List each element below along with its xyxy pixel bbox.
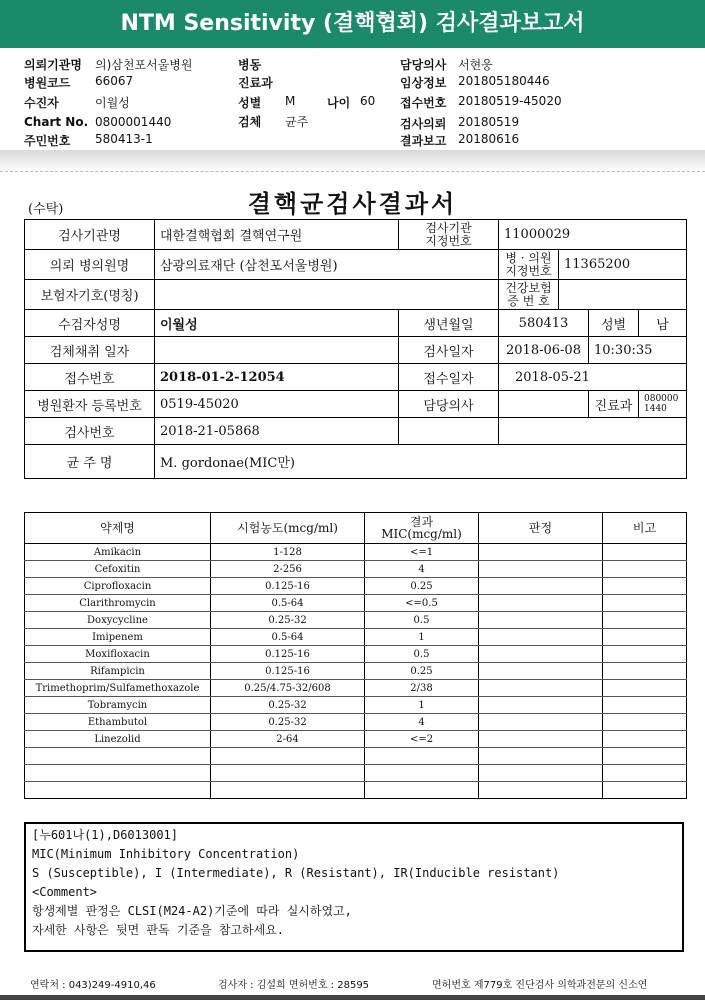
empty-cell	[25, 782, 211, 799]
header-key: 담당의사	[400, 58, 447, 72]
note-cell	[603, 646, 687, 663]
table-row	[25, 629, 687, 646]
drug-name-cell: Moxifloxacin	[25, 646, 211, 663]
report-prefix: (수탁)	[28, 202, 64, 217]
column-header: 시험농도(mcg/ml)	[211, 513, 365, 544]
comment-line: [누601나(1),D6013001]	[32, 828, 179, 842]
header-key: 의뢰기관명	[24, 58, 82, 72]
range-cell: 0.5-64	[211, 629, 365, 646]
empty-cell	[25, 748, 211, 765]
sex-label: 성별	[589, 310, 639, 337]
patient-label: 수검자성명	[25, 310, 155, 337]
header-value: 20180616	[458, 132, 520, 146]
table-row	[25, 731, 687, 748]
dept-label: 진료과	[589, 391, 639, 418]
header-value: M	[285, 94, 296, 108]
empty-cell	[479, 748, 603, 765]
header-info	[0, 52, 705, 152]
note-cell	[603, 714, 687, 731]
range-cell: 2-256	[211, 561, 365, 578]
comment-box	[24, 822, 684, 952]
lab-code-value: 11000029	[499, 220, 687, 250]
lab-label: 검사기관명	[25, 220, 155, 250]
range-cell: 0.5-64	[211, 595, 365, 612]
table-row	[25, 680, 687, 697]
range-cell: 2-64	[211, 731, 365, 748]
judgement-cell	[479, 714, 603, 731]
test-date-value: 2018-06-08	[499, 337, 589, 364]
drug-name-cell: Clarithromycin	[25, 595, 211, 612]
comment-line: MIC(Minimum Inhibitory Concentration)	[32, 847, 300, 861]
table-row	[25, 663, 687, 680]
empty-cell	[211, 782, 365, 799]
empty-cell	[479, 782, 603, 799]
note-cell	[603, 731, 687, 748]
report-banner	[0, 0, 705, 48]
column-header: 비고	[603, 513, 687, 544]
note-cell	[603, 578, 687, 595]
header-key: 성별	[238, 96, 262, 110]
column-header: 약제명	[25, 513, 211, 544]
drug-name-cell: Imipenem	[25, 629, 211, 646]
empty-cell	[603, 748, 687, 765]
mic-cell: 0.25	[365, 578, 479, 595]
column-header: 결과 MIC(mcg/ml)	[365, 513, 479, 544]
range-cell: 0.125-16	[211, 663, 365, 680]
note-cell	[603, 663, 687, 680]
patient-value: 이월성	[155, 310, 399, 337]
header-key: 나이	[327, 96, 351, 110]
empty-cell	[365, 765, 479, 782]
header-value: 20180519-45020	[458, 94, 562, 108]
judgement-cell	[479, 697, 603, 714]
judgement-cell	[479, 595, 603, 612]
collect-date-label: 검체채취 일자	[25, 337, 155, 364]
empty-cell	[603, 765, 687, 782]
organism-value: M. gordonae(MIC만)	[155, 445, 687, 479]
lab-code-label: 검사기관 지정번호	[399, 220, 499, 250]
note-cell	[603, 544, 687, 561]
hospital-label: 의뢰 병의원명	[25, 250, 155, 280]
receipt-date-value: 2018-05-21	[499, 364, 687, 391]
empty-cell	[25, 765, 211, 782]
judgement-cell	[479, 544, 603, 561]
header-key: 임상정보	[400, 76, 447, 90]
header-key: 수진자	[24, 96, 59, 110]
collect-date-value	[155, 337, 399, 364]
test-date-label: 검사일자	[399, 337, 499, 364]
mic-cell: 2/38	[365, 680, 479, 697]
header-key: 결과보고	[400, 134, 447, 148]
dob-label: 생년월일	[399, 310, 499, 337]
hospital-value: 삼광의료재단 (삼천포서울병원)	[155, 250, 499, 280]
range-cell: 0.25-32	[211, 714, 365, 731]
receipt-no-value: 2018-01-2-12054	[155, 364, 399, 391]
insured-value	[155, 280, 499, 310]
mic-cell: 0.5	[365, 646, 479, 663]
drug-name-cell: Cefoxitin	[25, 561, 211, 578]
header-key: 병동	[238, 58, 262, 72]
note-cell	[603, 697, 687, 714]
judgement-cell	[479, 561, 603, 578]
drug-name-cell: Trimethoprim/Sulfamethoxazole	[25, 680, 211, 697]
header-key: 검체	[238, 115, 262, 129]
range-cell: 1-128	[211, 544, 365, 561]
empty-cell	[211, 748, 365, 765]
empty-cell	[603, 782, 687, 799]
header-value: 이월성	[95, 96, 130, 110]
footer-contact: 연락처 : 043)249-4910,46	[30, 980, 156, 991]
patient-info-table	[24, 219, 687, 479]
table-row	[25, 544, 687, 561]
judgement-cell	[479, 629, 603, 646]
header-key: 주민번호	[24, 134, 71, 148]
table-row	[25, 748, 687, 765]
doctor-value	[499, 391, 589, 418]
judgement-cell	[479, 612, 603, 629]
mic-cell: 0.5	[365, 612, 479, 629]
judgement-cell	[479, 680, 603, 697]
header-value: 의)삼천포서울병원	[95, 58, 193, 72]
receipt-no-label: 접수번호	[25, 364, 155, 391]
range-cell: 0.25-32	[211, 612, 365, 629]
empty-cell	[365, 748, 479, 765]
table-row	[25, 578, 687, 595]
hosp-code-value: 11365200	[559, 250, 687, 280]
drug-name-cell: Rifampicin	[25, 663, 211, 680]
drug-name-cell: Ethambutol	[25, 714, 211, 731]
insurance-no-value	[559, 280, 687, 310]
header-value: 66067	[95, 74, 134, 88]
header-divider	[0, 150, 705, 172]
dashed-divider	[0, 171, 705, 172]
lab-value: 대한결핵협회 결핵연구원	[155, 220, 399, 250]
note-cell	[603, 629, 687, 646]
header-key: Chart No.	[24, 115, 89, 129]
header-value: 201805180446	[458, 74, 550, 88]
footer-license: 면허번호 제779호 진단검사 의학과전문의 신소연	[432, 980, 648, 991]
drug-name-cell: Doxycycline	[25, 612, 211, 629]
note-cell	[603, 680, 687, 697]
receipt-date-label: 접수일자	[399, 364, 499, 391]
table-row	[25, 782, 687, 799]
header-value: 0800001440	[95, 115, 172, 129]
note-cell	[603, 561, 687, 578]
range-cell: 0.125-16	[211, 578, 365, 595]
report-title: 결핵균검사결과서	[247, 189, 458, 218]
mic-cell: <=2	[365, 731, 479, 748]
column-header: 판정	[479, 513, 603, 544]
header-value: 균주	[285, 115, 309, 129]
note-cell	[603, 612, 687, 629]
empty-cell	[211, 765, 365, 782]
empty-cell	[365, 782, 479, 799]
drug-name-cell: Amikacin	[25, 544, 211, 561]
mic-cell: 1	[365, 697, 479, 714]
judgement-cell	[479, 646, 603, 663]
insured-label: 보험자기호(명칭)	[25, 280, 155, 310]
table-row	[25, 595, 687, 612]
drug-name-cell: Linezolid	[25, 731, 211, 748]
table-row	[25, 714, 687, 731]
header-key: 접수번호	[400, 96, 447, 110]
mic-cell: 4	[365, 561, 479, 578]
banner-title: NTM Sensitivity (결핵협회) 검사결과보고서	[120, 11, 585, 36]
table-row	[25, 561, 687, 578]
comment-line: 항생제별 판정은 CLSI(M24-A2)기준에 따라 실시하였고,	[32, 904, 352, 918]
reg-no-label: 병원환자 등록번호	[25, 391, 155, 418]
judgement-cell	[479, 663, 603, 680]
comment-line: <Comment>	[32, 885, 98, 899]
header-value: 60	[360, 94, 376, 108]
note-cell	[603, 595, 687, 612]
mic-cell: 1	[365, 629, 479, 646]
reg-no-value: 0519-45020	[155, 391, 399, 418]
header-value: 서현웅	[458, 58, 493, 72]
header-key: 검사의뢰	[400, 117, 447, 131]
table-row	[25, 646, 687, 663]
test-time-value: 10:30:35	[589, 337, 687, 364]
organism-label: 균 주 명	[25, 445, 155, 479]
table-row	[25, 765, 687, 782]
drug-name-cell: Tobramycin	[25, 697, 211, 714]
table-row	[25, 697, 687, 714]
range-cell: 0.125-16	[211, 646, 365, 663]
header-value: 20180519	[458, 115, 520, 129]
footer-inspector: 검사자 : 김설희 면허번호 : 28595	[218, 980, 370, 991]
header-key: 진료과	[238, 76, 273, 90]
doctor-label: 담당의사	[399, 391, 499, 418]
judgement-cell	[479, 731, 603, 748]
mic-cell: <=1	[365, 544, 479, 561]
judgement-cell	[479, 578, 603, 595]
insurance-no-label: 건강보험 증 번 호	[499, 280, 559, 310]
dob-value: 580413	[499, 310, 589, 337]
drug-name-cell: Ciprofloxacin	[25, 578, 211, 595]
header-key: 병원코드	[24, 76, 71, 90]
range-cell: 0.25/4.75-32/608	[211, 680, 365, 697]
test-no-value: 2018-21-05868	[155, 418, 399, 445]
mic-cell: <=0.5	[365, 595, 479, 612]
comment-line: S (Susceptible), I (Intermediate), R (Resistant), IR(Inducible resistant)	[32, 866, 560, 880]
range-cell: 0.25-32	[211, 697, 365, 714]
footer-divider	[0, 995, 705, 1000]
comment-line: 자세한 사항은 뒷면 판독 기준을 참고하세요.	[32, 923, 285, 937]
hosp-code-label: 병 · 의원 지정번호	[499, 250, 559, 280]
header-value: 580413-1	[95, 132, 153, 146]
test-no-label: 검사번호	[25, 418, 155, 445]
mic-cell: 0.25	[365, 663, 479, 680]
dept-value: 0800001440	[639, 391, 687, 418]
empty-cell	[479, 765, 603, 782]
drug-susceptibility-table	[24, 512, 687, 799]
table-row	[25, 612, 687, 629]
mic-cell: 4	[365, 714, 479, 731]
sex-value: 남	[639, 310, 687, 337]
